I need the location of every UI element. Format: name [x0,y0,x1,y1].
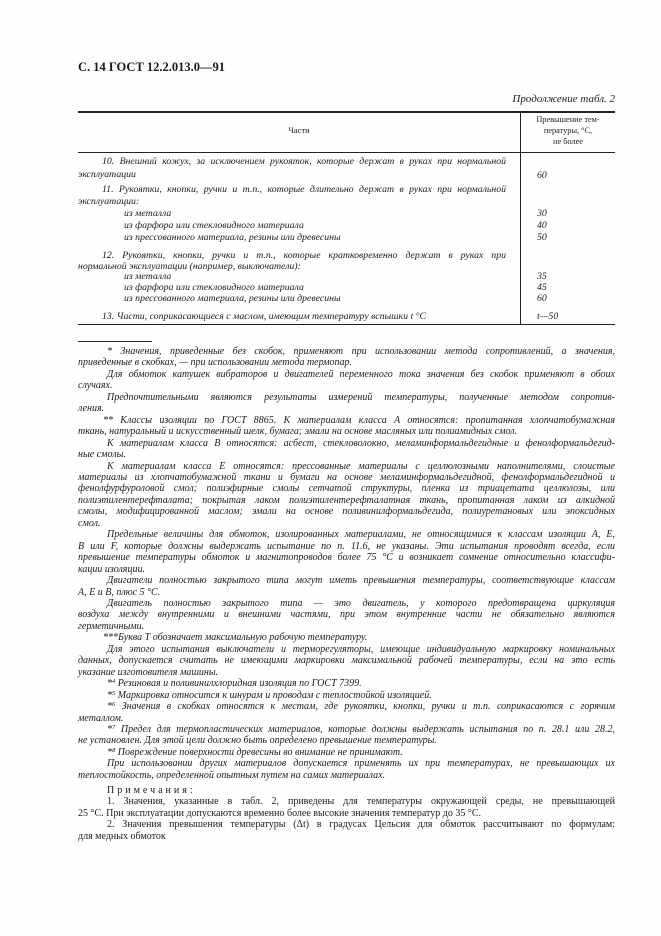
table-row-value: 50 [537,231,547,243]
footnote-line: * Значения, приведенные без скобок, применяют при использовании метода сопротивлений, а значения, [107,346,615,357]
footnote-line: превышение температуры обмоток и магнитопроводов более 75 °С и возникает сомнение относительно классифи- [78,552,615,564]
footnote-line: смолы, модифицированной маслом; эмали на основе поливинилформальдегида, полиуретановых или эпоксидных [78,506,615,518]
table-row-subitem: из металла [124,207,172,219]
table-row-subitem: из металла [124,271,172,282]
notes [78,785,615,842]
table-header-line: пературы, °С, [543,126,593,135]
table-row-text: 13. Части, соприкасающиеся с маслом, имеющим температуру вспышки t °С [102,310,427,322]
footnote-line [78,701,615,712]
footnote-marker-number: 7 [112,723,116,731]
footnote-line: герметичными. [78,620,145,632]
table-row-value: 40 [537,219,547,231]
table-row-value: t—50 [537,310,559,322]
footnote [78,598,615,632]
footnote-text: Значения в скобках относятся к местам, где рукоятки, кнопки, ручки и т.п. соприкасаются с горячим [121,701,616,713]
footnote-line [78,747,615,758]
footnote-line: фенолфурфуроловой смол; полиэфирные смолы сетчатой структуры, пленка из триацетата целлюлозы, или [78,483,615,495]
footnote-marker: * [107,746,112,758]
footnote [78,758,615,781]
table-bottom-rule [78,324,615,325]
footnote [78,369,615,392]
table-row-text: эксплуатации [78,169,136,180]
table-top-rule [78,111,615,113]
footnote-line: ** Классы изоляции по ГОСТ 8865. К материалам класса А относятся: пропитанная хлопчатобумажная [103,414,615,426]
table-row-text: 10. Внешний кожух, за исключением рукояток, которые держат в руках при нормальной [102,156,506,167]
table-header-parts: Части [288,125,310,135]
table-header-line: не более [553,137,583,146]
footnote-line: материалы из хлопчатобумажной ткани и бумаги на основе меламинформальдегидной, фенолформальдегидной и [78,471,615,483]
footnote-marker: * [107,701,112,713]
note-line: 1. Значения, указанные в табл. 2, приведены для температуры окружающей среды, не превышающей [107,796,615,808]
table-header-rule [78,152,615,153]
page-title: С. 14 ГОСТ 12.2.013.0—91 [78,60,226,74]
footnote-line: не установлен. Для этой цели должно быть определено превышение температуры. [78,735,437,747]
footnote-line: ткань, натуральный и искусственный шелк, бумага; эмали на основе масляных или полиамидных смол. [78,426,518,438]
footnote-text: Маркировка относится к шнурам и проводам с теплостойкой изоляцией. [117,689,432,701]
footnote [78,575,615,598]
table-row-value: 30 [537,207,547,219]
footnote-line [78,724,615,735]
footnote-line: Предпочтительными являются результаты измерений температуры, полученные методом сопротив- [107,391,615,403]
table-row-subitem: из фарфора или стекловидного материала [124,282,304,293]
note-line: для медных обмоток [78,830,166,842]
footnote [78,529,615,575]
footnote [78,632,615,643]
footnote [78,644,615,678]
footnote-line: ления. [78,403,105,415]
footnote-separator [78,341,152,342]
footnote-marker-number: 6 [112,701,116,709]
footnote-text: Повреждение поверхности древесины во внимание не принимают. [117,746,403,758]
footnote-marker-number: 4 [112,678,116,686]
footnote [78,678,615,689]
footnote-line: кации изоляции. [78,563,145,575]
footnote-line: теплостойкость, определенной опытным путем на самих материалах. [78,769,386,781]
table-row-value: 60 [537,292,547,304]
footnote-line: указание изготовителя машины. [78,666,219,678]
footnote-line: Для обмоток катушек вибраторов и двигателей переменного тока значения без скобок применяют в обоих [107,368,615,380]
table-row-text: нормальной эксплуатации (например, выключатели): [78,261,301,272]
table-row-value: 35 [537,271,547,282]
footnote [78,724,615,747]
footnote [78,438,615,461]
footnote [78,392,615,415]
footnote-line: Двигатели полностью закрытого типа могут иметь превышения температуры, соответствующие классам [107,575,615,587]
footnote-marker: * [107,723,112,735]
table-header-line: Превышение тем- [536,115,600,124]
table-row-text: 11. Рукоятки, кнопки, ручки и т.п., которые длительно держат в руках при нормальной [102,184,506,195]
table-continuation-label: Продолжение табл. 2 [512,93,615,105]
footnote [78,461,615,530]
table-row-value: 60 [537,170,547,181]
footnote [78,690,615,701]
table-header-temperature [521,114,615,147]
notes-heading: Примечания: [107,784,196,796]
table-row-text: 12. Рукоятки, кнопки, ручки и т.п., которые кратковременно держат в руках при [102,250,506,261]
footnote-text: Предел для термопластических материалов, которые должны выдержать испытания по п. 28.1 или 28.2, [120,723,616,735]
footnote-marker: * [107,678,112,690]
footnote [78,415,615,438]
footnote [78,701,615,724]
footnote-line: В или F, которые должны выдержать испытание по п. 11.6, не указаны. Эти испытания проводят всегда, если [78,540,615,552]
footnote-line: металлом. [78,712,124,724]
footnote-line: Предельные величины для обмоток, изолированных материалами, не относящимися к классам изоляции А, Е, [107,529,615,541]
table-row-subitem: из фарфора или стекловидного материала [124,219,304,231]
table-row-value: 45 [537,282,547,293]
footnote-line: приведенные в скобках, — при использовании метода термопар. [78,357,352,369]
table-row-text: эксплуатации: [78,196,140,207]
footnote-line: При использовании других материалов допускается применять их при температурах, не превышающих их [107,758,615,770]
footnote-line: ные смолы. [78,449,126,461]
footnote-line: А, Е и В, плюс 5 °С. [78,586,161,598]
footnote-line: воздуха между внутренними и внешними частями, при этом внутренние части не обязательно являются [78,609,615,621]
footnote-marker: * [107,689,112,701]
note-line: 2. Значения превышения температуры (Δt) в градусах Цельсия для обмоток рассчитывают по формулам: [107,819,615,831]
footnote-line: Для этого испытания выключатели и терморегуляторы, имеющие индивидуальную маркировку номинальных [107,643,615,655]
footnote-line [78,678,615,689]
footnote-marker-number: 8 [112,746,116,754]
table-row-subitem: из прессованного материала, резины или древесины [124,292,341,304]
footnote-text: Резиновая и поливинилхлоридная изоляция по ГОСТ 7399. [117,678,362,690]
footnote-marker-number: 5 [112,689,116,697]
table-row-subitem: из прессованного материала, резины или древесины [124,231,341,243]
footnote-line: ***Буква Т обозначает максимальную рабочую температуру. [103,632,368,644]
footnote-line: случаях. [78,380,113,392]
footnote-line: полиэтилентерефталата; покрытая лаком полиэтилентерефталатная ткань, пропитанная лаком из алкидной [78,494,615,506]
footnote-line: К материалам класса Е относятся: прессованные материалы с целлюлозными наполнителями, слоистые [107,460,615,472]
footnote-line [78,690,615,701]
footnote-line: смол. [78,517,101,529]
note-line: 25 °С. При эксплуатации допускаются временно более высокие значения температур до 35 °С. [78,807,482,819]
footnote [78,346,615,369]
footnote-line: К материалам класса В относятся: асбест, стекловолокно, меламинформальдегидные и фенолформальдегид- [107,437,615,449]
footnote-line: данных, допускается считать не имеющими маркировки максимальной рабочей температуры, если на это есть [78,655,615,667]
footnote [78,747,615,758]
footnote-line: Двигатель полностью закрытого типа — это двигатель, у которого предотвращена циркуляция [107,597,615,609]
footnotes [78,346,615,842]
